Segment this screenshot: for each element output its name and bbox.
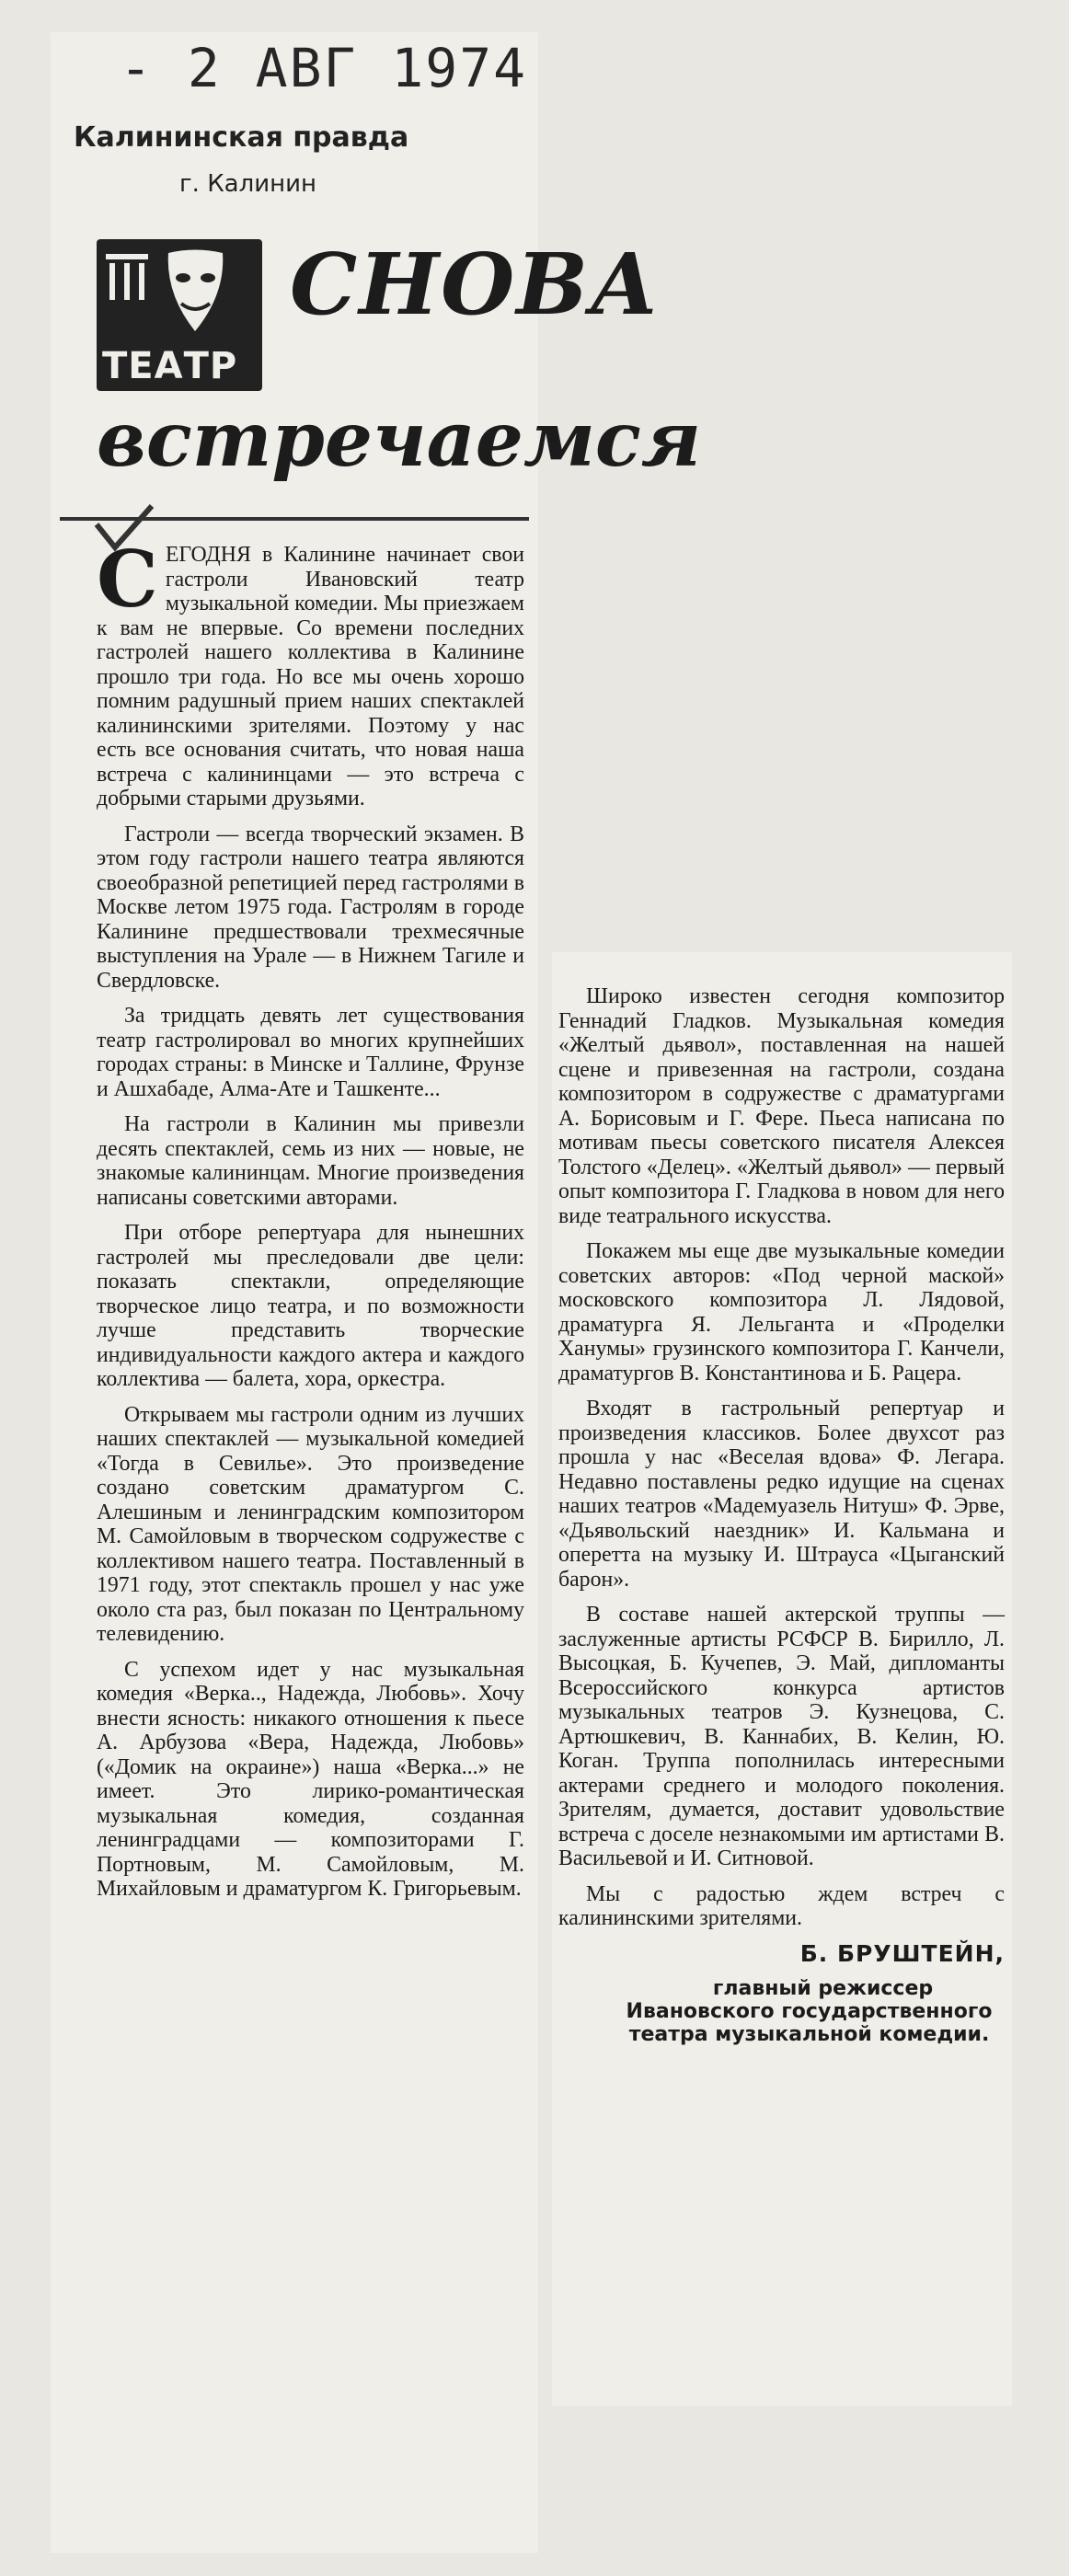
theatre-mask-icon	[161, 248, 230, 336]
drop-cap: С	[97, 534, 158, 625]
paragraph: Гастроли — всегда творческий экзамен. В этом году гастроли нашего театра являются своеобразной репетицией перед гастролями в Москве летом 1975 года. Гастролям в городе Калинине предшествовали трехмесячные выступления на Урале — в Нижнем Тагиле и Свердловске.	[97, 822, 524, 993]
article-column-1	[97, 534, 524, 1913]
date-stamp: - 2 АВГ 1974	[120, 37, 528, 99]
newspaper-name: Калининская правда	[74, 121, 409, 154]
headline-line1: СНОВА	[290, 235, 661, 334]
paragraph: На гастроли в Калинин мы привезли десять спектаклей, семь из них — новые, не знакомые калининцам. Многие произведения написаны советскими авторами.	[97, 1112, 524, 1210]
paragraph: Открываем мы гастроли одним из лучших наших спектаклей — музыкальной комедией «Тогда в Севилье». Это произведение создано советским драматургом С. Алешиным и ленинградским композитором М. Самойловым в творческом содружестве с коллективом нашего театра. Поставленный в 1971 году, этот спектакль прошел у нас уже около ста раз, был показан по Центральному телевидению.	[97, 1402, 524, 1646]
lead-paragraph	[97, 534, 524, 811]
headline-line2: встречаемся	[97, 396, 702, 484]
paragraph: При отборе репертуара для нынешних гастролей мы преследовали две цели: показать спектакли, определяющие творческое лицо театра, и по возможности лучше представить творческие индивидуальности каждого актера и каждого коллектива — балета, хора, оркестра.	[97, 1221, 524, 1391]
theatre-logo	[97, 239, 262, 391]
signature-name: Б. БРУШТЕЙН,	[799, 1939, 1005, 1967]
paragraph: Мы с радостью ждем встреч с калининскими зрителями.	[558, 1881, 1005, 1930]
lead-text: ЕГОДНЯ в Калинине начинает свои гастроли Ивановский театр музыкальной комедии. Мы приезжаем к вам не впервые. Со времени последних гастролей нашего коллектива в Калинине прошло три года. Но все мы очень хорошо помним радушный прием наших спектаклей калининскими зрителями. Поэтому у нас есть все основания считать, что новая наша встреча с калининцами — это встреча с добрыми старыми друзьями.	[97, 543, 524, 811]
paragraph: За тридцать девять лет существования театр гастролировал во многих крупнейших городах страны: в Минске и Таллине, Фрунзе и Ашхабаде, Алма-Ате и Ташкенте...	[97, 1004, 524, 1101]
article-column-2	[558, 984, 1005, 2057]
logo-text: ТЕАТР	[102, 345, 238, 387]
paragraph: Широко известен сегодня композитор Геннадий Гладков. Музыкальная комедия «Желтый дьявол», поставленная на нашей сцене и привезенная на гастроли, создана композитором в содружестве с драматургами А. Борисовым и Г. Фере. Пьеса написана по мотивам пьесы советского писателя Алексея Толстого «Делец». «Желтый дьявол» — первый опыт композитора Г. Гладкова в новом для него виде театрального искусства.	[558, 984, 1005, 1228]
signature-title: главный режиссер Ивановского государственного театра музыкальной комедии.	[626, 1977, 993, 2046]
paragraph: Покажем мы еще две музыкальные комедии советских авторов: «Под черной маской» московского композитора Л. Лядовой, драматурга Я. Лельганта и «Проделки Ханумы» грузинского композитора Г. Канчели, драматургов В. Константинова и Б. Рацера.	[558, 1239, 1005, 1386]
paragraph: В составе нашей актерской труппы — заслуженные артисты РСФСР В. Бирилло, Л. Высоцкая, Б. Кучепев, Э. Май, дипломанты Всероссийского конкурса артистов музыкальных театров Э. Кузнецова, С. Артюшкевич, В. Каннабих, В. Келин, Ю. Коган. Труппа пополнилась интересными актерами среднего и молодого поколения. Зрителям, думается, доставит удовольствие встреча с доселе незнакомыми им артистами В. Васильевой и И. Ситновой.	[558, 1603, 1005, 1870]
paragraph: С успехом идет у нас музыкальная комедия «Верка.., Надежда, Любовь». Хочу внести ясность: никакого отношения к пьесе А. Арбузова «Вера, Надежда, Любовь» («Домик на окраине») наша «Верка...» не имеет. Это лирико-романтическая музыкальная комедия, созданная ленинградцами — композиторами Г. Портновым, М. Самойловым, М. Михайловым и драматургом К. Григорьевым.	[97, 1657, 524, 1901]
building-columns-icon	[104, 250, 150, 305]
paragraph: Входят в гастрольный репертуар и произведения классиков. Более двухсот раз прошла у нас «Веселая вдова» Ф. Легара. Недавно поставлены редко идущие на сценах наших театров «Мадемуазель Нитуш» Ф. Эрве, «Дьявольский наездник» И. Кальмана и оперетта на музыку И. Штрауса «Цыганский барон».	[558, 1397, 1005, 1592]
newspaper-city: г. Калинин	[179, 170, 316, 198]
